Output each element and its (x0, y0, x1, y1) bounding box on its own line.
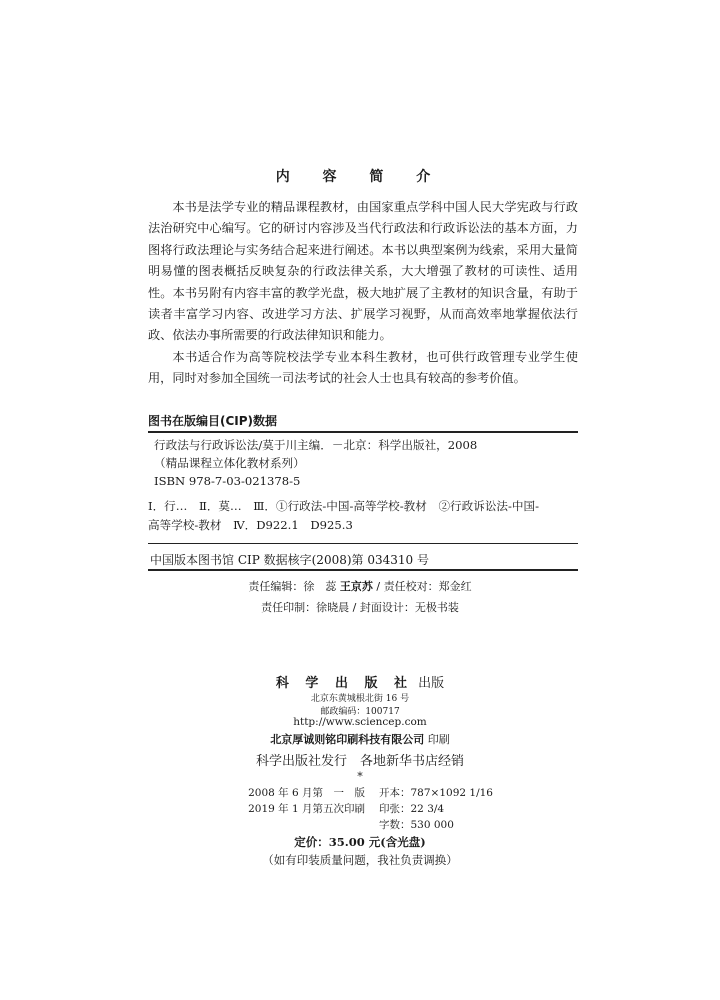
summary-title: 内 容 简 介 (275, 169, 445, 185)
quality-notice: （如有印装质量问题，我社负责调换） (262, 853, 458, 867)
cip-record-number: 中国版本图书馆 CIP 数据核字(2008)第 034310 号 (150, 553, 429, 567)
cip-bottom-rule (148, 569, 578, 571)
credit-editor-name: 王京苏 (339, 580, 373, 593)
edition-row (222, 817, 522, 833)
printer-name: 北京厚诚则铭印刷科技有限公司 (270, 733, 425, 746)
cip-line-series: （精品课程立体化教材系列） (154, 456, 305, 470)
edition-row (222, 801, 522, 817)
cip-catalog (154, 436, 574, 490)
cip-line-title: 行政法与行政诉讼法/莫于川主编．－北京：科学出版社，2008 (154, 438, 478, 452)
summary-text (148, 197, 578, 390)
printer-suffix: 印刷 (427, 733, 450, 746)
cip-heading: 图书在版编目(CIP)数据 (148, 414, 278, 428)
publisher-address: 北京东黄城根北街 16 号 (310, 694, 410, 704)
credit-editor-label: 责任编辑：徐 蕊 (248, 580, 337, 593)
edition-format: 开本：787×1092 1/16 (379, 787, 493, 799)
summary-paragraph-2: 本书适合作为高等院校法学专业本科生教材，也可供行政管理专业学生使用，同时对参加全国统一司法考试的社会人士也具有较高的参考价值。 (148, 349, 578, 386)
distribution-line: 科学出版社发行 各地新华书店经销 (255, 754, 464, 769)
printing-date: 2019 年 1 月第五次印刷 (248, 803, 365, 815)
cip-classification (148, 497, 578, 535)
price: 定价：35.00 元(含光盘) (294, 835, 426, 849)
cip-middle-rule (148, 543, 578, 544)
cip-classification-line-2: 高等学校-教材 Ⅳ．D922.1 D925.3 (148, 518, 353, 532)
separator-star: * (357, 770, 363, 783)
publisher-suffix: 出版 (418, 676, 445, 691)
credits-line-production: 责任印制：徐晓晨 / 封面设计：无极书装 (261, 601, 459, 614)
publisher-name: 科 学 出 版 社 (275, 676, 413, 691)
cip-line-isbn: ISBN 978-7-03-021378-5 (154, 474, 301, 488)
publisher-url: http://www.sciencep.com (293, 716, 427, 728)
printer-line (0, 731, 720, 747)
edition-info (222, 785, 522, 833)
publisher-line (0, 672, 720, 691)
edition-date: 2008 年 6 月第 一 版 (248, 787, 365, 799)
cip-classification-line-1: Ⅰ．行… Ⅱ．莫… Ⅲ．①行政法-中国-高等学校-教材 ②行政诉讼法-中国- (148, 499, 540, 513)
credits-line-editors (0, 578, 720, 594)
cip-top-rule (148, 431, 578, 433)
edition-empty-cell (222, 817, 379, 833)
edition-sheets: 印张：22 3/4 (379, 803, 445, 815)
edition-row (222, 785, 522, 801)
summary-paragraph-1: 本书是法学专业的精品课程教材，由国家重点学科中国人民大学宪政与行政法治研究中心编写。它的研讨内容涉及当代行政法和行政诉讼法的基本方面，力图将行政法理论与实务结合起来进行阐述。本书以典型案例为线索，采用大量简明易懂的图表概括反映复杂的行政法律关系，大大增强了教材的可读性、适用性。本书另附有内容丰富的教学光盘，极大地扩展了主教材的知识含量，有助于读者丰富学习内容、改进学习方法、扩展学习视野，从而高效率地掌握依法行政、依法办事所需要的行政法律知识和能力。 (148, 200, 578, 343)
publisher-postcode: 邮政编码：100717 (320, 707, 400, 717)
credit-proofreader: / 责任校对：郑金红 (376, 580, 472, 593)
edition-word-count: 字数：530 000 (379, 819, 454, 831)
